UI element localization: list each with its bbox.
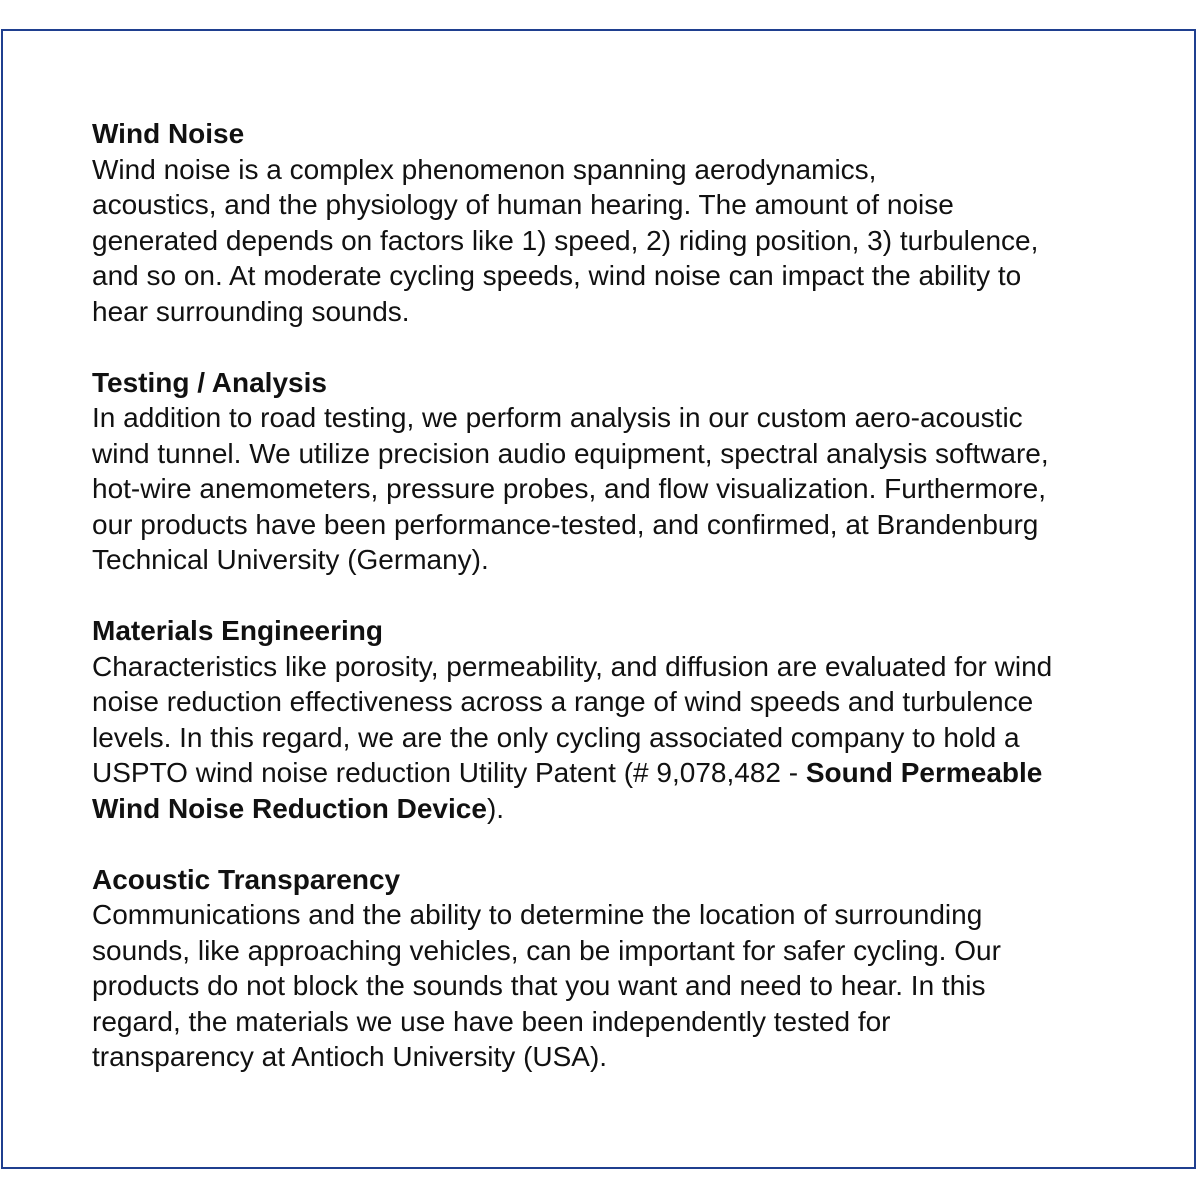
patent-title-part-2: Wind Noise Reduction Device <box>92 792 487 824</box>
paragraph-line: regard, the materials we use have been independently tested for <box>92 1005 891 1037</box>
paragraph-line: Characteristics like porosity, permeability, and diffusion are evaluated for wind <box>92 650 1053 682</box>
paragraph-line: noise reduction effectiveness across a range of wind speeds and turbulence <box>92 686 1034 717</box>
paragraph-line: and so on. At moderate cycling speeds, wind noise can impact the ability to <box>92 260 1022 291</box>
patent-line <box>92 755 1132 791</box>
section-heading: Acoustic Transparency <box>92 863 401 895</box>
section-heading: Testing / Analysis <box>92 366 327 398</box>
paragraph-line: products do not block the sounds that you want and need to hear. In this <box>92 970 986 1001</box>
paragraph-line: wind tunnel. We utilize precision audio equipment, spectral analysis software, <box>92 437 1049 469</box>
paragraph-line: hot-wire anemometers, pressure probes, and flow visualization. Furthermore, <box>92 473 1046 504</box>
section-acoustic-transparency <box>92 862 1132 1075</box>
paragraph-line: In addition to road testing, we perform analysis in our custom aero-acoustic <box>92 402 1023 433</box>
section-wind-noise <box>92 116 1132 329</box>
paragraph-line: generated depends on factors like 1) speed, 2) riding position, 3) turbulence, <box>92 224 1039 256</box>
document-body <box>92 116 1132 1110</box>
paragraph-line: hear surrounding sounds. <box>92 295 410 327</box>
section-heading: Wind Noise <box>92 118 245 149</box>
paragraph-line: levels. In this regard, we are the only cycling associated company to hold a <box>92 721 1020 753</box>
paragraph-line: Technical University (Germany). <box>92 544 489 575</box>
patent-line <box>92 791 1132 827</box>
patent-suffix: ). <box>486 792 505 824</box>
section-testing-analysis <box>92 365 1132 578</box>
paragraph-line: sounds, like approaching vehicles, can be important for safer cycling. Our <box>92 934 1001 966</box>
paragraph-line: transparency at Antioch University (USA). <box>92 1041 608 1072</box>
paragraph-line: our products have been performance-tested, and confirmed, at Brandenburg <box>92 508 1039 540</box>
patent-title-part-1: Sound Permeable <box>805 757 1043 788</box>
patent-prefix: USPTO wind noise reduction Utility Patent (# 9,078,482 - <box>92 757 806 788</box>
paragraph-line: Communications and the ability to determine the location of surrounding <box>92 899 983 930</box>
section-materials-engineering <box>92 613 1132 826</box>
paragraph-line: acoustics, and the physiology of human hearing. The amount of noise <box>92 189 954 220</box>
section-heading: Materials Engineering <box>92 615 383 646</box>
paragraph-line: Wind noise is a complex phenomenon spanning aerodynamics, <box>92 153 877 185</box>
